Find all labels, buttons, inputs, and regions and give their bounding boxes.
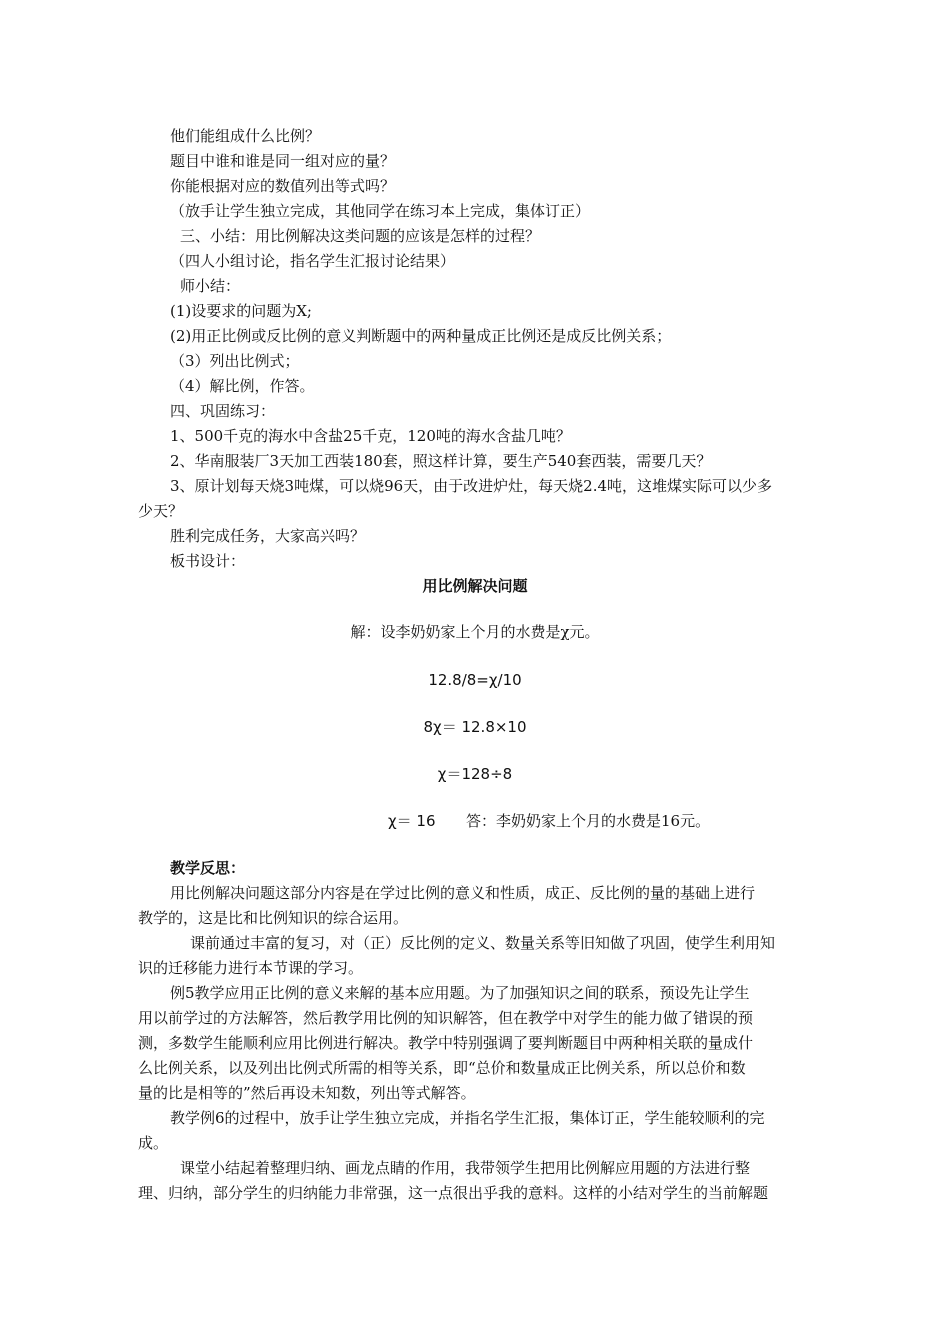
board-equation: 8χ＝ 12.8×10 — [423, 718, 527, 736]
reflection-paragraph: 用比例解决问题这部分内容是在学过比例的意义和性质，成正、反比例的量的基础上进行 — [170, 884, 756, 902]
reflection-paragraph: 成。 — [138, 1134, 169, 1152]
reflection-title: 教学反思： — [170, 859, 246, 877]
practice-item-continued: 少天？ — [138, 502, 184, 520]
reflection-paragraph: 量的比是相等的”然后再设未知数，列出等式解答。 — [138, 1084, 476, 1102]
board-equation: 12.8/8=χ/10 — [428, 671, 522, 689]
practice-item: 3、原计划每天烧3吨煤，可以烧96天，由于改进炉灶，每天烧2.4吨，这堆煤实际可以少多 — [170, 477, 773, 495]
board-equation: χ＝128÷8 — [437, 765, 513, 783]
summary-step: (1)设要求的问题为X; — [170, 302, 312, 320]
summary-step: （4）解比例，作答。 — [170, 377, 315, 395]
practice-item: 2、华南服装厂3天加工西装180套，照这样计算，要生产540套西装，需要几天？ — [170, 452, 712, 470]
section-heading: 三、小结：用比例解决这类问题的应该是怎样的过程？ — [180, 227, 541, 245]
question-line: 他们能组成什么比例？ — [170, 127, 321, 145]
reflection-paragraph: 用以前学过的方法解答，然后教学用比例的知识解答，但在教学中对学生的能力做了错误的预 — [138, 1009, 754, 1027]
reflection-paragraph: 课堂小结起着整理归纳、画龙点睛的作用，我带领学生把用比例解应用题的方法进行整 — [180, 1159, 751, 1177]
board-design-label: 板书设计： — [170, 552, 246, 570]
board-equation: χ＝ 16 — [388, 812, 436, 830]
question-line: 题目中谁和谁是同一组对应的量？ — [170, 152, 396, 170]
board-solution-setup: 解：设李奶奶家上个月的水费是χ元。 — [350, 623, 600, 641]
board-answer: 答：李奶奶家上个月的水费是16元。 — [466, 812, 711, 830]
reflection-paragraph: 识的迁移能力进行本节课的学习。 — [138, 959, 364, 977]
reflection-paragraph: 么比例关系，以及列出比例式所需的相等关系，即“总价和数量成正比例关系，所以总价和数 — [138, 1059, 746, 1077]
summary-step: (2)用正比例或反比例的意义判断题中的两种量成正比例还是成反比例关系； — [170, 327, 672, 345]
reflection-paragraph: 理、归纳，部分学生的归纳能力非常强，这一点很出乎我的意料。这样的小结对学生的当前解题 — [138, 1184, 769, 1202]
instruction-note: （四人小组讨论，指名学生汇报讨论结果） — [170, 252, 456, 270]
reflection-paragraph: 教学例6的过程中，放手让学生独立完成，并指名学生汇报，集体订正，学生能较顺利的完 — [170, 1109, 765, 1127]
reflection-paragraph: 测，多数学生能顺利应用比例进行解决。教学中特别强调了要判断题目中两种相关联的量成什 — [138, 1034, 754, 1052]
teacher-summary-label: 师小结： — [180, 277, 241, 295]
board-title: 用比例解决问题 — [422, 577, 528, 595]
practice-item: 1、500千克的海水中含盐25千克，120吨的海水含盐几吨？ — [170, 427, 571, 445]
closing-question: 胜利完成任务，大家高兴吗？ — [170, 527, 366, 545]
question-line: 你能根据对应的数值列出等式吗？ — [170, 177, 396, 195]
reflection-paragraph: 课前通过丰富的复习，对（正）反比例的定义、数量关系等旧知做了巩固，使学生利用知 — [190, 934, 776, 952]
summary-step: （3）列出比例式； — [170, 352, 300, 370]
reflection-paragraph: 例5教学应用正比例的意义来解的基本应用题。为了加强知识之间的联系，预设先让学生 — [170, 984, 750, 1002]
instruction-note: （放手让学生独立完成，其他同学在练习本上完成，集体订正） — [170, 202, 591, 220]
section-heading: 四、巩固练习： — [170, 402, 276, 420]
reflection-paragraph: 教学的，这是比和比例知识的综合运用。 — [138, 909, 409, 927]
